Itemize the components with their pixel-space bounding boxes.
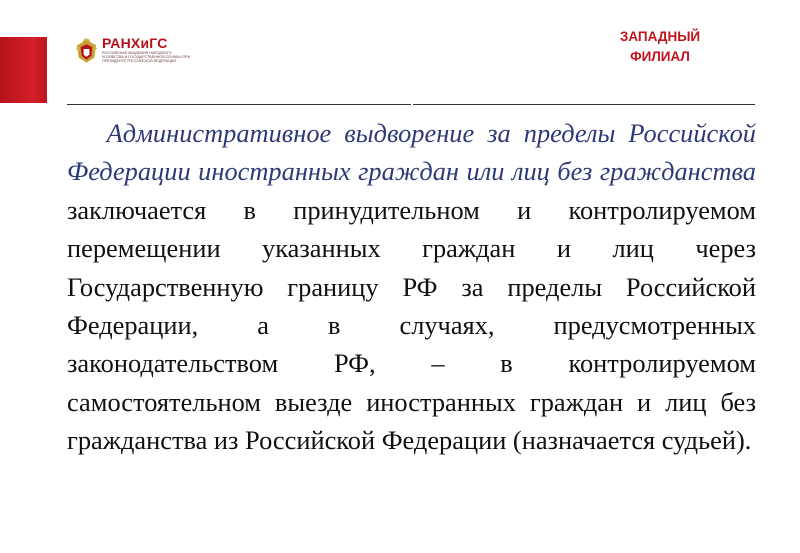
red-accent-bar bbox=[0, 37, 47, 103]
branch-title bbox=[560, 27, 760, 67]
ranepa-logo bbox=[74, 36, 194, 66]
logo-name: РАНХиГС bbox=[102, 35, 168, 51]
definition-lead: Административное выдворение за пределы Российской Федерации иностранных граждан или лиц без гражданства bbox=[67, 118, 756, 187]
branch-line-2: ФИЛИАЛ bbox=[630, 49, 690, 64]
branch-line-1: ЗАПАДНЫЙ bbox=[619, 29, 701, 44]
definition-paragraph bbox=[67, 114, 756, 460]
emblem-icon bbox=[74, 36, 99, 64]
divider-line-left bbox=[67, 104, 411, 105]
divider-line-right bbox=[413, 104, 755, 105]
logo-subtitle: РОССИЙСКАЯ АКАДЕМИЯ НАРОДНОГО ХОЗЯЙСТВА И ГОСУДАРСТВЕННОЙ СЛУЖБЫ ПРИ ПРЕЗИДЕНТЕ РОССИЙСКОЙ ФЕДЕРАЦИИ bbox=[102, 51, 191, 64]
definition-body: заключается в принудительном и контролируемом перемещении указанных граждан и лиц через Государственную границу РФ за пределы Российской Федерации, а в случаях, предусмотренных законодательством РФ, – в контролируемом самостоятельном выезде иностранных граждан и лиц без гражданства из Российской Федерации (назначается судьей). bbox=[67, 194, 756, 456]
